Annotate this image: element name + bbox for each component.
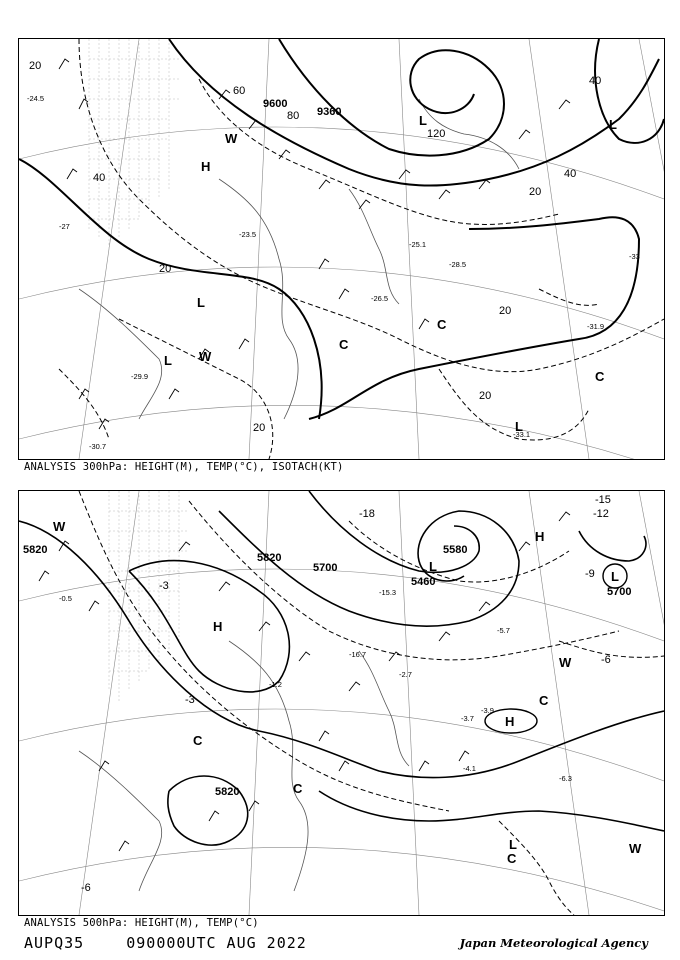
warm-center: W xyxy=(225,131,238,146)
valid-time: 090000UTC AUG 2022 xyxy=(126,934,307,952)
isotherm-labels-500 xyxy=(81,494,611,894)
isotherm-label: -6 xyxy=(601,654,611,666)
product-header xyxy=(24,934,307,952)
temp-label: -24.5 xyxy=(27,94,45,103)
isotach-label: 20 xyxy=(253,422,266,434)
temp-label: -3.9 xyxy=(481,706,494,715)
height-label-5820: 5820 xyxy=(257,552,282,564)
isotherm-label: -18 xyxy=(359,508,375,520)
high-center: H xyxy=(201,159,211,174)
isotach-label: 60 xyxy=(233,85,246,97)
temp-label: -2.7 xyxy=(399,670,412,679)
map-300hpa xyxy=(19,39,664,459)
isotherm-label: -6 xyxy=(81,882,91,894)
temp-label: -29.9 xyxy=(131,372,149,381)
isotach-labels-300 xyxy=(29,60,601,434)
height-label-5820: 5820 xyxy=(23,544,48,556)
isotherm-label: -9 xyxy=(585,568,595,580)
isotach-label: 40 xyxy=(93,172,106,184)
chart-300hpa-panel xyxy=(18,38,665,460)
temp-label: -15.3 xyxy=(379,588,397,597)
height-label-5700: 5700 xyxy=(313,562,338,574)
isotach-label: 40 xyxy=(564,168,577,180)
low-center: L xyxy=(515,419,523,434)
graticule-500 xyxy=(19,491,664,915)
isotherm-label: -3 xyxy=(185,694,195,706)
low-center: L xyxy=(509,837,517,852)
temp-label: -33 xyxy=(629,252,640,261)
temp-label: -6.3 xyxy=(559,774,572,783)
coastline-300 xyxy=(79,99,519,419)
temperature-labels-500 xyxy=(59,588,572,783)
cold-center: C xyxy=(193,733,203,748)
isotach-label: 20 xyxy=(159,263,172,275)
temp-label: -27 xyxy=(59,222,70,231)
temp-label: -26.5 xyxy=(371,294,389,303)
height-label-9600: 9600 xyxy=(263,98,288,110)
land-hatch-300 xyxy=(89,39,179,249)
temp-label: -33.1 xyxy=(513,430,531,439)
caption-500hpa: ANALYSIS 500hPa: HEIGHT(M), TEMP(°C) xyxy=(24,917,259,929)
land-hatch-500 xyxy=(109,491,189,701)
temp-label: -3.7 xyxy=(461,714,474,723)
height-label-5820: 5820 xyxy=(215,786,240,798)
cold-center: C xyxy=(507,851,517,866)
height-label-5700: 5700 xyxy=(607,586,632,598)
temp-label: -16.7 xyxy=(349,650,367,659)
warm-center: W xyxy=(199,349,212,364)
temp-label: -4.1 xyxy=(463,764,476,773)
isotherm-label: -15 xyxy=(595,494,611,506)
height-label-5460: 5460 xyxy=(411,576,436,588)
height-label-9360: 9360 xyxy=(317,106,342,118)
isotherm-label: -12 xyxy=(593,508,609,520)
isotach-label: 20 xyxy=(499,305,512,317)
low-center: L xyxy=(419,113,427,128)
warm-center: W xyxy=(559,655,572,670)
temp-label: -0.5 xyxy=(59,594,72,603)
temp-label: -23.5 xyxy=(239,230,257,239)
temp-label: -25.1 xyxy=(409,240,427,249)
temp-label: -28.5 xyxy=(449,260,467,269)
isotach-label: 120 xyxy=(427,128,446,140)
caption-300hpa: ANALYSIS 300hPa: HEIGHT(M), TEMP(°C), ISOTACH(KT) xyxy=(24,461,344,473)
high-center: H xyxy=(213,619,223,634)
coastline-500 xyxy=(79,641,409,891)
dashed-contours-300 xyxy=(59,39,664,459)
warm-center: W xyxy=(629,841,642,856)
warm-center: W xyxy=(53,519,66,534)
high-center: H xyxy=(535,529,545,544)
map-500hpa xyxy=(19,491,664,915)
isotach-label: 80 xyxy=(287,110,300,122)
wind-barbs-500 xyxy=(39,512,570,851)
cold-center: C xyxy=(595,369,605,384)
low-center: L xyxy=(429,559,437,574)
isotach-label: 20 xyxy=(479,390,492,402)
cold-center: C xyxy=(539,693,549,708)
temp-label: -1.2 xyxy=(269,680,282,689)
height-label-5580: 5580 xyxy=(443,544,468,556)
cold-center: C xyxy=(339,337,349,352)
agency-name: Japan Meteorological Agency xyxy=(459,936,648,950)
height-labels-300 xyxy=(263,98,341,118)
high-center: H xyxy=(505,714,515,729)
graticule-300 xyxy=(19,39,664,459)
cold-center: C xyxy=(293,781,303,796)
product-code: AUPQ35 xyxy=(24,934,85,952)
low-center: L xyxy=(611,569,619,584)
chart-500hpa-panel xyxy=(18,490,665,916)
isotherm-label: -3 xyxy=(159,580,169,592)
isotach-label: 20 xyxy=(529,186,542,198)
temp-label: -31.9 xyxy=(587,322,605,331)
temp-label: -30.7 xyxy=(89,442,107,451)
temp-label: -5.7 xyxy=(497,626,510,635)
low-center: L xyxy=(164,353,172,368)
low-center: L xyxy=(609,117,617,132)
cold-center: C xyxy=(437,317,447,332)
isotach-label: 40 xyxy=(589,75,602,87)
low-center: L xyxy=(197,295,205,310)
isotach-label: 20 xyxy=(29,60,42,72)
isotherm-contours-500 xyxy=(79,491,664,915)
